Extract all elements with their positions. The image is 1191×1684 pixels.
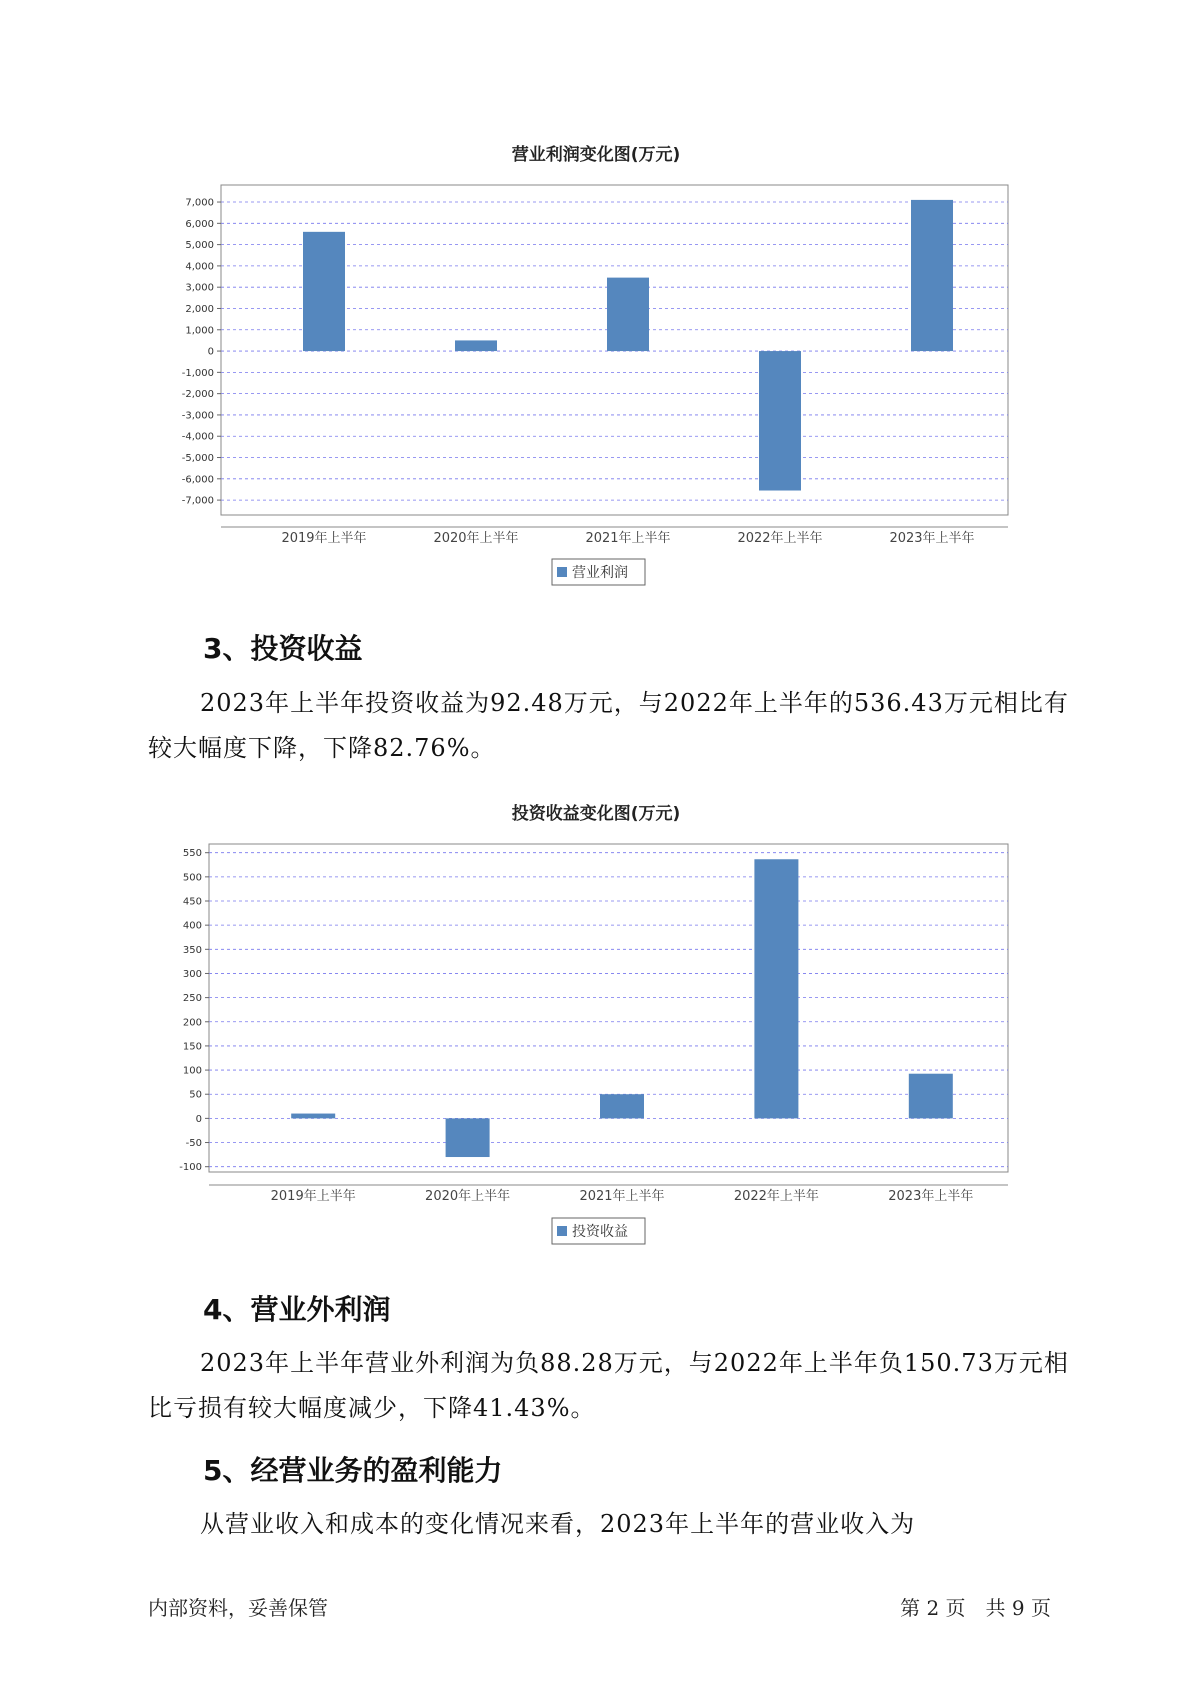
y-tick-label: 150 <box>182 1041 202 1053</box>
bar <box>303 232 345 351</box>
legend <box>552 1218 645 1244</box>
x-tick-label: 2020年上半年 <box>433 531 519 546</box>
y-tick-label: 550 <box>182 848 202 860</box>
y-tick-label: -50 <box>185 1138 202 1150</box>
chart-title: 营业利润变化图(万元) <box>511 145 681 165</box>
x-tick-label: 2021年上半年 <box>585 531 671 546</box>
x-tick-label: 2021年上半年 <box>579 1189 665 1204</box>
section-paragraph-investment-income: 2023年上半年投资收益为92.48万元，与2022年上半年的536.43万元相比有较大幅度下降，下降82.76%。 <box>148 689 1069 762</box>
section-heading-non-operating-profit: 4、营业外利润 <box>203 1293 391 1326</box>
y-tick-label: 5,000 <box>185 240 214 252</box>
x-tick-label: 2023年上半年 <box>888 1189 974 1204</box>
chart-title: 投资收益变化图(万元) <box>511 804 681 824</box>
section-heading-investment-income: 3、投资收益 <box>203 632 363 665</box>
y-tick-label: 3,000 <box>185 282 214 294</box>
x-tick-label: 2023年上半年 <box>889 531 975 546</box>
investment-income-chart <box>179 803 1008 1244</box>
y-tick-label: 6,000 <box>185 218 214 230</box>
x-tick-label: 2022年上半年 <box>737 531 823 546</box>
legend <box>552 559 645 585</box>
y-tick-label: -7,000 <box>181 495 214 507</box>
y-tick-labels <box>179 848 202 1173</box>
legend-label: 投资收益 <box>572 1224 628 1240</box>
section-heading-profitability: 5、经营业务的盈利能力 <box>203 1454 503 1487</box>
bar <box>291 1114 335 1119</box>
y-tick-label: 50 <box>189 1089 202 1101</box>
y-tick-label: 2,000 <box>185 303 214 315</box>
x-tick-label: 2020年上半年 <box>425 1189 511 1204</box>
legend-swatch <box>557 567 567 577</box>
y-tick-label: 1,000 <box>185 325 214 337</box>
section-paragraph-non-operating-profit: 2023年上半年营业外利润为负88.28万元，与2022年上半年负150.73万元相比亏损有较大幅度减少，下降41.43%。 <box>148 1349 1069 1422</box>
section-paragraph-profitability: 从营业收入和成本的变化情况来看，2023年上半年的营业收入为 <box>200 1510 916 1538</box>
bar <box>455 340 497 351</box>
footer-left-note: 内部资料，妥善保管 <box>148 1596 328 1620</box>
y-tick-label: -6,000 <box>181 474 214 486</box>
x-tick-label: 2019年上半年 <box>270 1189 356 1204</box>
y-tick-label: 200 <box>182 1017 202 1029</box>
bar <box>446 1118 490 1157</box>
x-tick-labels <box>281 530 974 546</box>
y-tick-label: 500 <box>182 872 202 884</box>
y-tick-label: -4,000 <box>181 431 214 443</box>
y-tick-label: -100 <box>179 1162 202 1174</box>
y-tick-label: 400 <box>182 920 202 932</box>
legend-swatch <box>557 1226 567 1236</box>
y-tick-label: 100 <box>182 1065 202 1077</box>
bar <box>759 351 801 490</box>
legend-label: 营业利润 <box>572 565 628 581</box>
operating-profit-chart <box>182 144 1008 585</box>
y-tick-label: 250 <box>182 993 202 1005</box>
y-tick-labels <box>182 198 214 507</box>
bar <box>909 1074 953 1119</box>
y-tick-label: -5,000 <box>181 453 214 465</box>
y-tick-label: -3,000 <box>181 410 214 422</box>
y-tick-label: 0 <box>195 1113 202 1125</box>
plot-frame <box>209 844 1008 1172</box>
x-tick-label: 2022年上半年 <box>733 1189 819 1204</box>
y-tick-label: -1,000 <box>181 367 214 379</box>
y-tick-label: -2,000 <box>181 389 214 401</box>
bar <box>911 200 953 351</box>
x-tick-label: 2019年上半年 <box>281 531 367 546</box>
bar <box>600 1094 644 1118</box>
bar <box>607 278 649 351</box>
y-tick-label: 4,000 <box>185 261 214 273</box>
bar <box>754 859 798 1118</box>
x-tick-labels <box>271 1188 974 1204</box>
y-tick-label: 300 <box>182 968 202 980</box>
footer-page-number: 第 2 页 共 9 页 <box>900 1596 1051 1620</box>
y-tick-label: 450 <box>182 896 202 908</box>
y-tick-label: 350 <box>182 944 202 956</box>
y-tick-label: 7,000 <box>185 197 214 209</box>
y-tick-label: 0 <box>207 346 214 358</box>
